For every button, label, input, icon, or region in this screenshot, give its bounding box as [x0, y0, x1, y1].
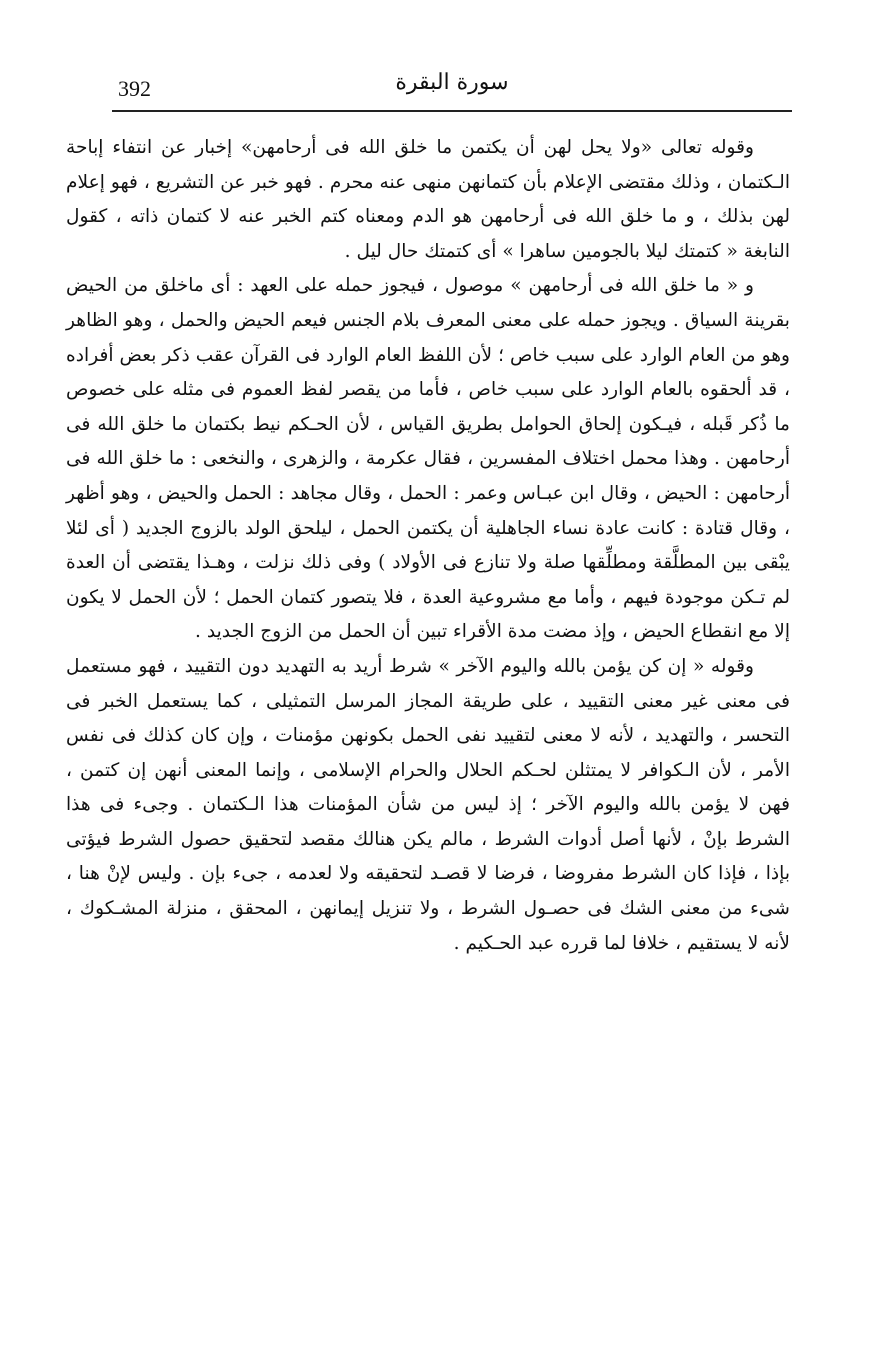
page-number: 392 [118, 76, 151, 101]
paragraph: وقوله « إن كن يؤمن بالله واليوم الآخر » شرط أريد به التهديد دون التقييد ، فهو مستعمل فى معنى غير معنى التقييد ، على طريقة المجاز المرسل التمثيلى ، كما يستعمل الخبر فى التحسر ، والتهديد ، لأنه لا معنى لتقييد نفى الحمل بكونهن مؤمنات ، وإن كان كذلك فى نفس الأمر ، لأن الـكوافر لا يمتثلن لحـكم الحلال والحرام الإسلامى ، وإنما المعنى أنهن إن كتمن ، فهن لا يؤمن بالله واليوم الآخر ؛ إذ ليس من شأن المؤمنات هذا الـكتمان . وجىء فى هذا الشرط بإنْ ، لأنها أصل أدوات الشرط ، مالم يكن هنالك مقصد لتحقيق حصول الشرط فيؤتى بإذا ، فإذا كان الشرط مفروضا ، فرضا لا قصـد لتحقيقه ولا لعدمه ، جىء بإن . وليس لإنْ هنا ، شىء من معنى الشك فى حصـول الشرط ، ولا تنزيل إيمانهن ، المحقق ، منزلة المشـكوك ، لأنه لا يستقيم ، خلافا لما قرره عبد الحـكيم . [66, 655, 790, 954]
paragraph: وقوله تعالى «ولا يحل لهن أن يكتمن ما خلق الله فى أرحامهن» إخبار عن انتفاء إباحة الـكتمان ، وذلك مقتضى الإعلام بأن كتمانهن منهى عنه محرم . فهو خبر عن التشريع ، فهو إعلام لهن بذلك ، و ما خلق الله فى أرحامهن هو الدم ومعناه كتم الخبر عنه لا كتمان ذاته ، كقول النابغة « كتمتك ليلا بالجومين ساهرا » أى كتمتك حال ليل . [66, 137, 790, 262]
paragraph: و « ما خلق الله فى أرحامهن » موصول ، فيجوز حمله على العهد : أى ماخلق من الحيض بقرينة السياق . ويجوز حمله على معنى المعرف بلام الجنس فيعم الحيض والحمل ، وهو الظاهر وهو من العام الوارد على سبب خاص ؛ لأن اللفظ العام الوارد فى القرآن عقب ذكر بعض أفراده ، قد ألحقوه بالعام الوارد على سبب خاص ، فأما من يقصر لفظ العموم فى مثله على خصوص ما ذُكر قَبله ، فيـكون إلحاق الحوامل بطريق القياس ، لأن الحـكم نيط بكتمان ما خلق الله فى أرحامهن . وهذا محمل اختلاف المفسرين ، فقال عكرمة ، والزهرى ، والنخعى : ما خلق الله فى أرحامهن : الحيض ، وقال ابن عبـاس وعمر : الحمل ، وقال مجاهد : الحمل والحيض ، وهو أظهر ، وقال قتادة : كانت عادة نساء الجاهلية أن يكتمن الحمل ، ليلحق الولد بالزوج الجديد ( أى لئلا يبْقى بين المطلَّقة ومطلِّقها صلة ولا تنازع فى الأولاد ) وفى ذلك نزلت ، وهـذا يقتضى أن العدة لم تـكن موجودة فيهم ، وأما مع مشروعية العدة ، فلا يتصور كتمان الحمل ؛ لأن الحمل لا يكون إلا مع انقطاع الحيض ، وإذ مضت مدة الأقراء تبين أن الحمل من الزوج الجديد . [66, 275, 790, 643]
body-text [66, 131, 790, 961]
running-title: سورة البقرة [395, 70, 509, 95]
page-header [112, 68, 792, 112]
